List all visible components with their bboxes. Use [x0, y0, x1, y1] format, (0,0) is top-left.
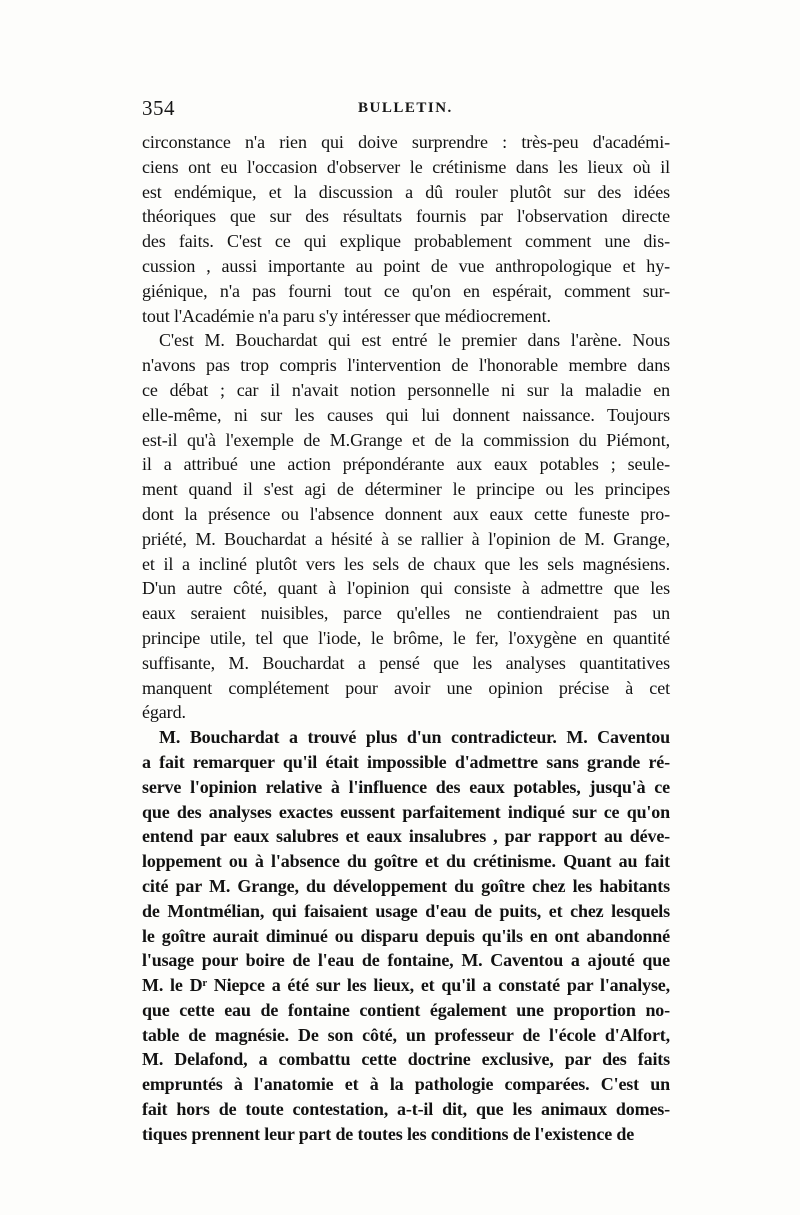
text-line: fait hors de toute contestation, a-t-il dit, que les animaux domes-: [142, 1099, 670, 1120]
text-line: D'un autre côté, quant à l'opinion qui consiste à admettre que les: [142, 578, 670, 599]
text-line: M. le Dʳ Niepce a été sur les lieux, et qu'il a constaté par l'analyse,: [142, 975, 670, 996]
text-line: entend par eaux salubres et eaux insalubres , par rapport au déve-: [142, 826, 670, 847]
text-line: principe utile, tel que l'iode, le brôme, le fer, l'oxygène en quantité: [142, 627, 670, 648]
text-line: ciens ont eu l'occasion d'observer le crétinisme dans les lieux où il: [142, 156, 670, 177]
text-line: il a attribué une action prépondérante aux eaux potables ; seule-: [142, 454, 670, 475]
text-line: M. Delafond, a combattu cette doctrine exclusive, par des faits: [142, 1049, 670, 1070]
text-line: suffisante, M. Bouchardat a pensé que les analyses quantitatives: [142, 652, 670, 673]
paragraph: [142, 328, 670, 725]
text-line: empruntés à l'anatomie et à la pathologie comparées. C'est un: [142, 1074, 670, 1095]
text-line: des faits. C'est ce qui explique probablement comment une dis-: [142, 231, 670, 252]
page-number: 354: [142, 96, 175, 120]
text-line: ce débat ; car il n'avait notion personnelle ni sur la maladie en: [142, 379, 670, 400]
text-line: le goître aurait diminué ou disparu depuis qu'ils en ont abandonné: [142, 925, 670, 946]
text-line: manquent complétement pour avoir une opinion précise à cet: [142, 677, 670, 698]
text-line: égard.: [142, 702, 186, 723]
text-line: l'usage pour boire de l'eau de fontaine, M. Caventou a ajouté que: [142, 950, 670, 971]
page-header: [142, 96, 670, 126]
paragraph: [142, 725, 670, 1147]
text-line: circonstance n'a rien qui doive surprendre : très-peu d'académi-: [142, 132, 670, 152]
text-line: M. Bouchardat a trouvé plus d'un contradicteur. M. Caventou: [159, 727, 670, 748]
text-line: tiques prennent leur part de toutes les conditions de l'existence de: [142, 1123, 635, 1144]
paragraph: [142, 130, 670, 328]
text-line: tout l'Académie n'a paru s'y intéresser que médiocrement.: [142, 305, 551, 326]
text-line: que cette eau de fontaine contient également une proportion no-: [142, 999, 670, 1020]
text-line: est-il qu'à l'exemple de M.Grange et de la commission du Piémont,: [142, 429, 670, 450]
text-line: eaux seraient nuisibles, parce qu'elles ne contiendraient pas un: [142, 603, 670, 624]
text-line: ment quand il s'est agi de déterminer le principe ou les principes: [142, 479, 670, 500]
text-line: table de magnésie. De son côté, un professeur de l'école d'Alfort,: [142, 1024, 670, 1045]
text-line: elle-même, ni sur les causes qui lui donnent naissance. Toujours: [142, 404, 670, 425]
text-line: et il a incliné plutôt vers les sels de chaux que les sels magnésiens.: [142, 553, 670, 574]
text-line: loppement ou à l'absence du goître et du crétinisme. Quant au fait: [142, 851, 670, 872]
text-line: est endémique, et la discussion a dû rouler plutôt sur des idées: [142, 181, 670, 202]
text-line: théoriques que sur des résultats fournis par l'observation directe: [142, 206, 670, 227]
text-line: serve l'opinion relative à l'influence des eaux potables, jusqu'à ce: [142, 776, 670, 797]
body-text: [142, 130, 670, 1147]
text-line: giénique, n'a pas fourni tout ce qu'on en espérait, comment sur-: [142, 280, 670, 301]
text-line: n'avons pas trop compris l'intervention de l'honorable membre dans: [142, 355, 670, 376]
text-line: de Montmélian, qui faisaient usage d'eau de puits, et chez lesquels: [142, 900, 670, 921]
text-line: a fait remarquer qu'il était impossible d'admettre sans grande ré-: [142, 751, 670, 772]
text-line: cussion , aussi importante au point de vue anthropologique et hy-: [142, 255, 670, 276]
text-line: priété, M. Bouchardat a hésité à se rallier à l'opinion de M. Grange,: [142, 528, 670, 549]
text-line: dont la présence ou l'absence donnent aux eaux cette funeste pro-: [142, 503, 670, 524]
running-head: BULLETIN.: [358, 100, 453, 116]
text-line: cité par M. Grange, du développement du goître chez les habitants: [142, 875, 670, 896]
text-line: que des analyses exactes eussent parfaitement indiqué sur ce qu'on: [142, 801, 670, 822]
text-line: C'est M. Bouchardat qui est entré le premier dans l'arène. Nous: [159, 330, 670, 351]
